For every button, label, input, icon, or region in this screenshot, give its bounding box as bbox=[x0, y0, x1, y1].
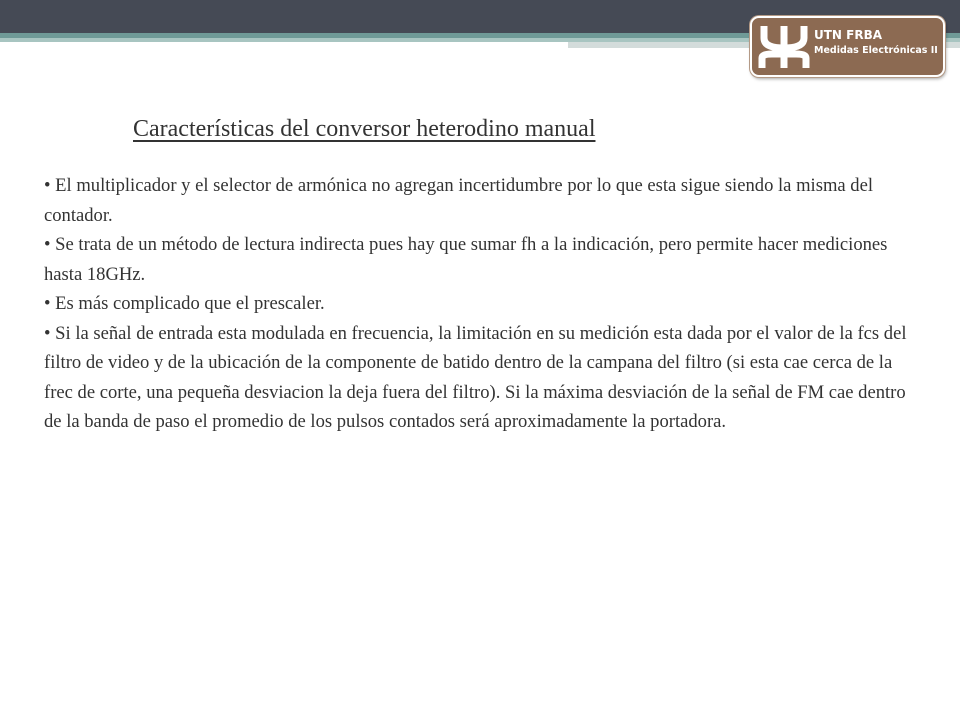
badge-title: UTN FRBA bbox=[814, 28, 883, 42]
bullet-list bbox=[44, 171, 914, 437]
slide-title: Características del conversor heterodino manual bbox=[133, 116, 596, 142]
utn-logo-icon bbox=[758, 24, 810, 70]
utn-frba-badge bbox=[750, 16, 945, 77]
bullet-item: • Se trata de un método de lectura indirecta pues hay que sumar fh a la indicación, pero permite hacer mediciones hasta 18GHz. bbox=[44, 234, 888, 285]
bullet-item: • El multiplicador y el selector de armónica no agregan incertidumbre por lo que esta sigue siendo la misma del contador. bbox=[44, 175, 874, 226]
bullet-item: • Es más complicado que el prescaler. bbox=[44, 293, 325, 314]
badge-subtitle: Medidas Electrónicas II bbox=[814, 45, 938, 56]
bullet-item: • Si la señal de entrada esta modulada en frecuencia, la limitación en su medición esta dada por el valor de la fcs del filtro de video y de la ubicación de la componente de batido dentro de la campana del filtro (si esta cae cerca de la frec de corte, una pequeña desviacion la deja fuera del filtro). Si la máxima desviación de la señal de FM cae dentro de la banda de paso el promedio de los pulsos contados será aproximadamente la portadora. bbox=[44, 322, 907, 432]
